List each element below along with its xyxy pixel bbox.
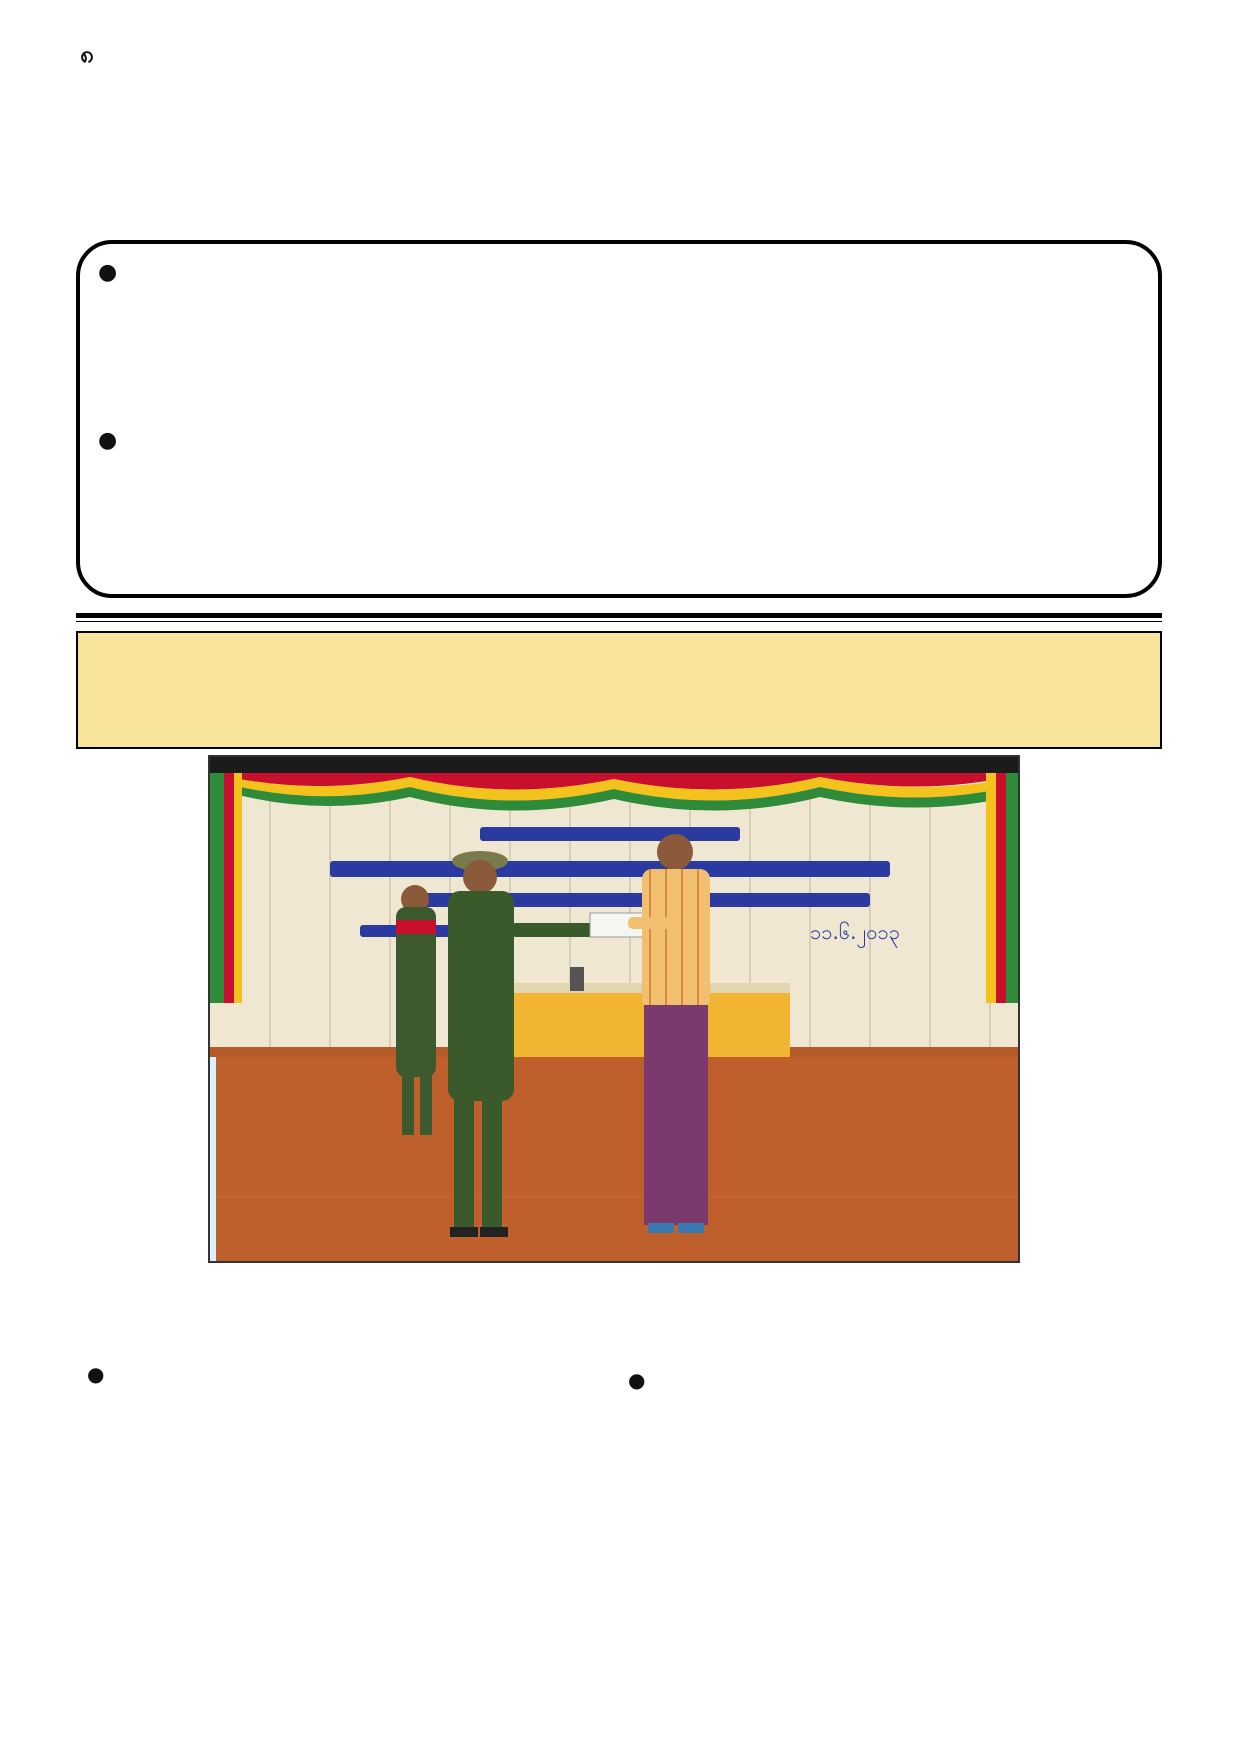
page-number: ၈ xyxy=(80,40,94,68)
banner-date: ၁၁.၆.၂၀၁၃ xyxy=(810,920,901,944)
bullet-icon: ● xyxy=(628,1368,646,1392)
bullet-icon: ● xyxy=(87,1362,105,1386)
section-divider xyxy=(76,613,1162,618)
headline-box xyxy=(76,631,1162,749)
bullet-icon: ● xyxy=(98,260,118,285)
section-divider-thin xyxy=(76,621,1162,622)
photo-illustration xyxy=(210,757,1018,1261)
news-photo xyxy=(208,755,1020,1263)
summary-box xyxy=(76,240,1162,598)
bullet-icon: ● xyxy=(98,428,118,453)
